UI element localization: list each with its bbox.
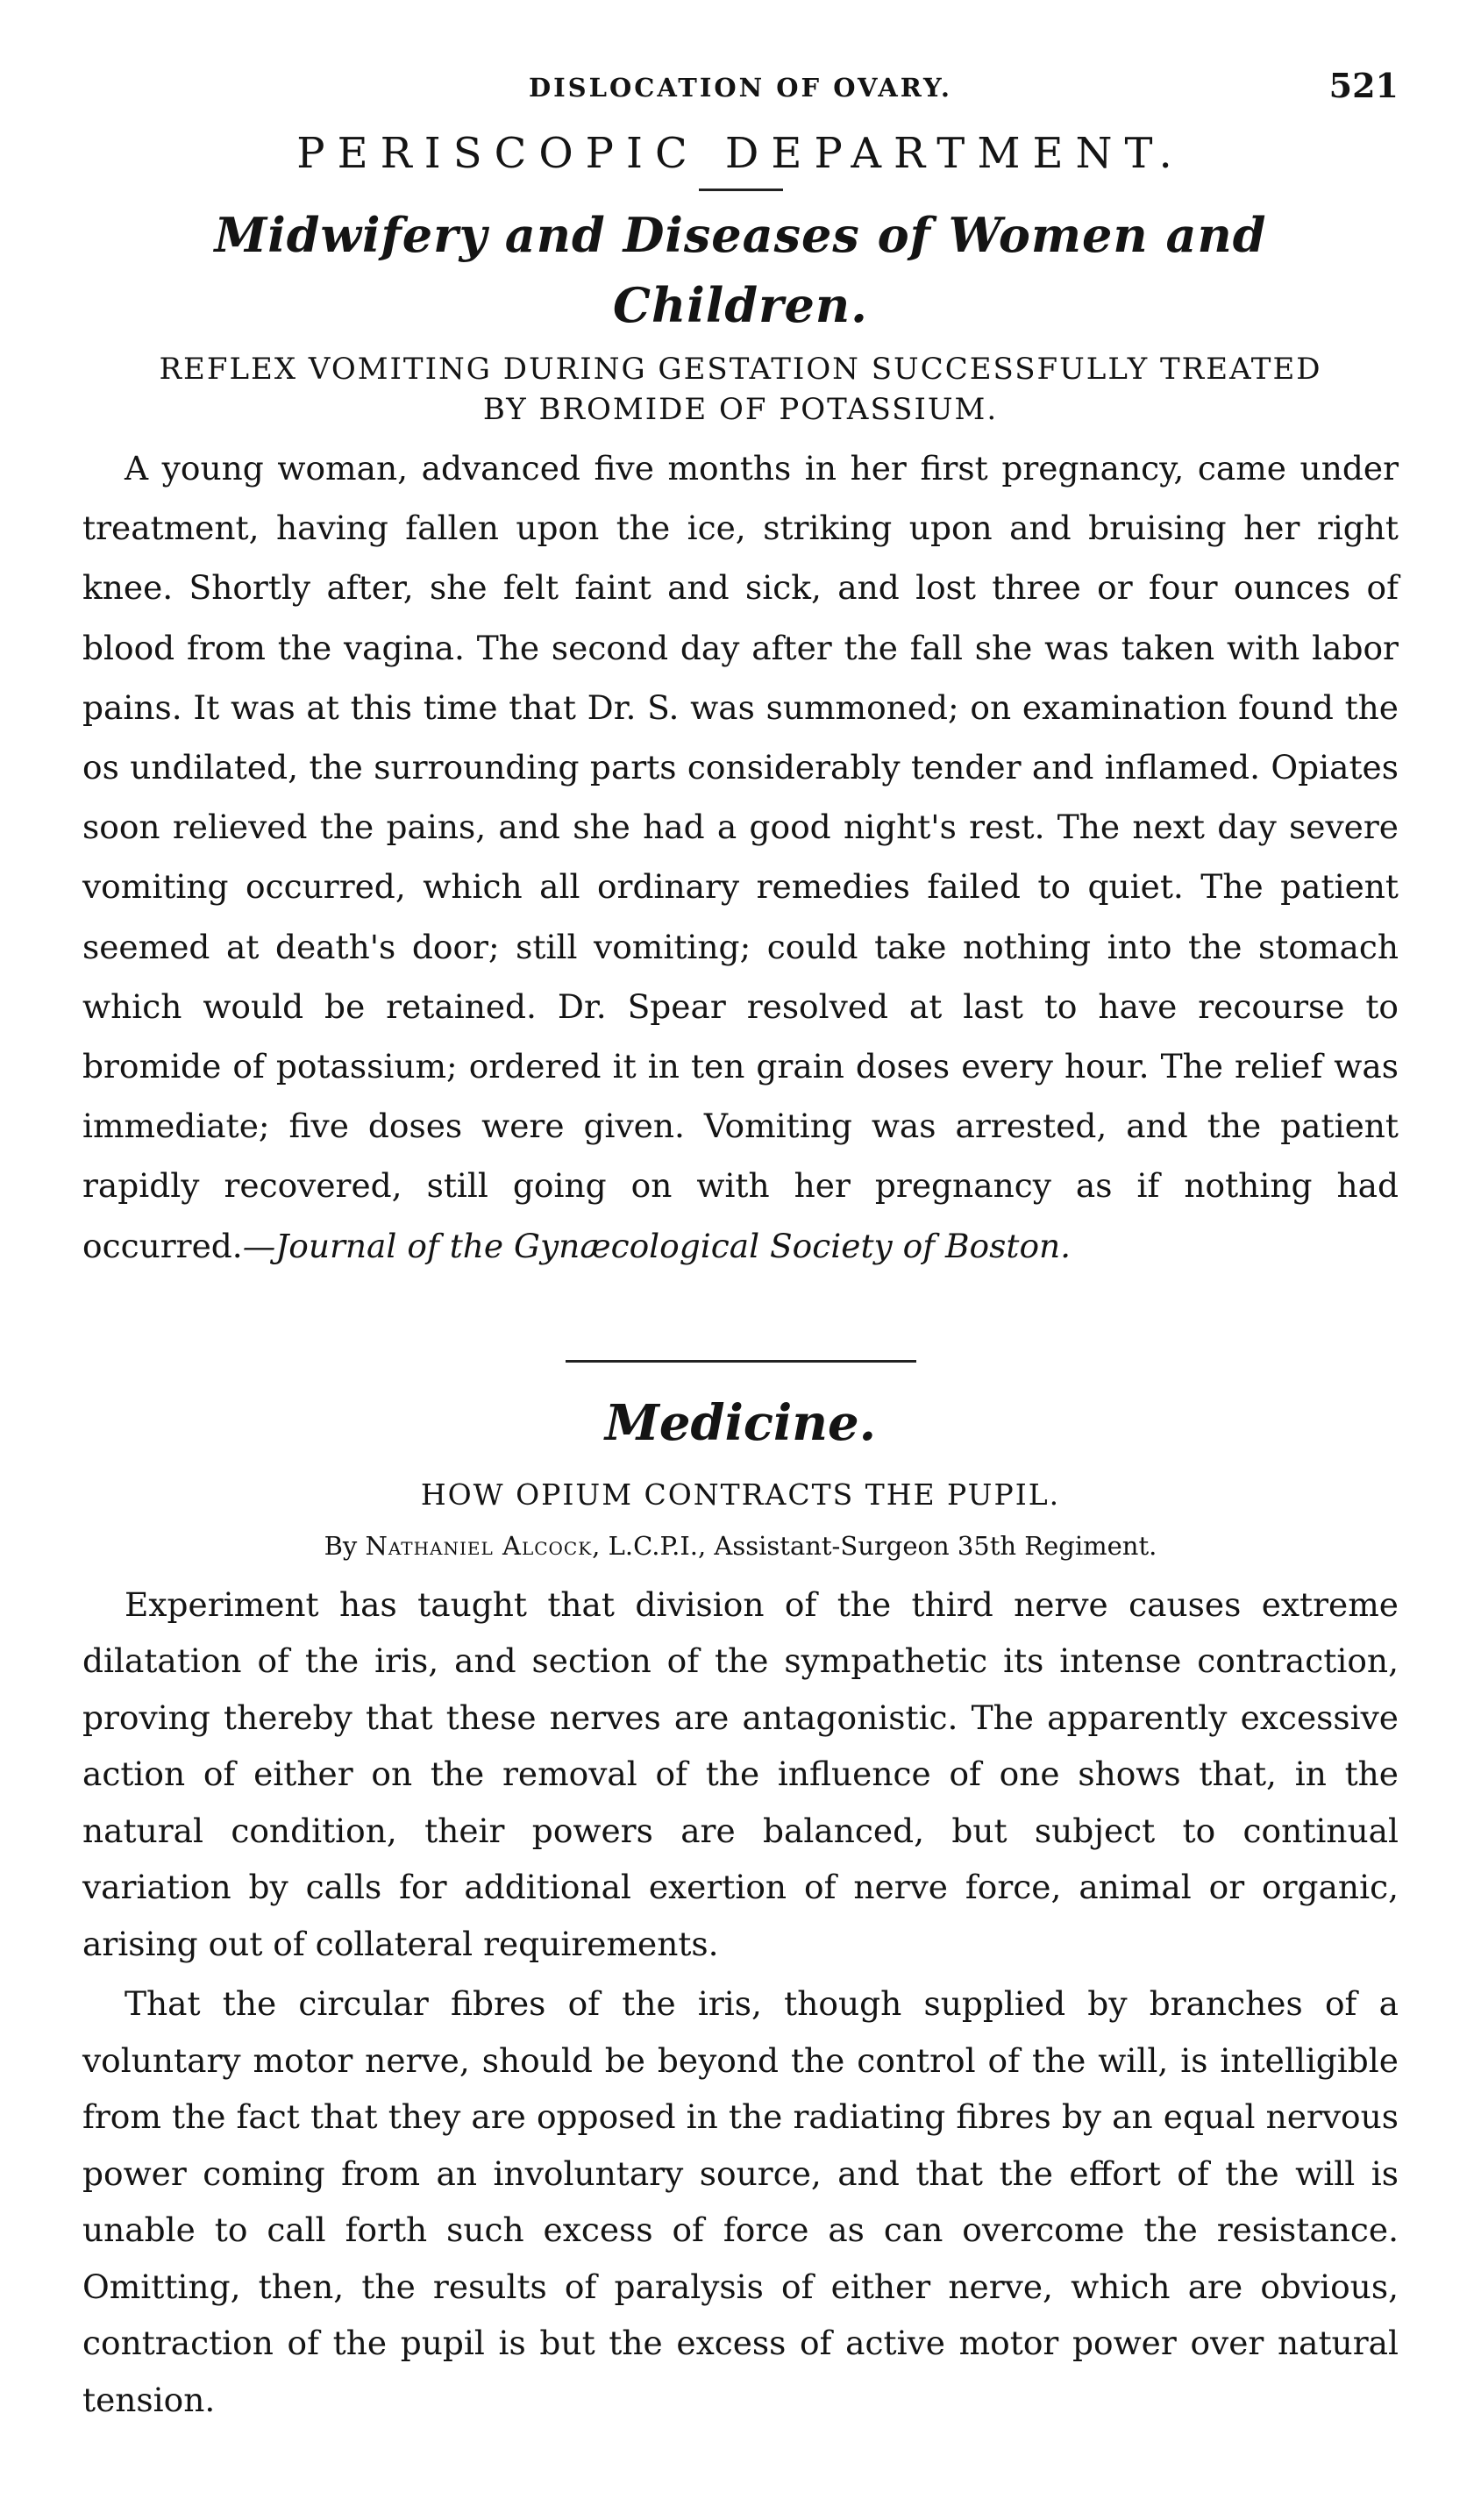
article-source: —Journal of the Gynæcological Society of Boston. [242,1226,1072,1265]
running-head [82,66,1399,118]
byline [82,1522,1399,1570]
running-title: DISLOCATION OF OVARY. [528,73,953,103]
article-title-line-2: BY BROMIDE OF POTASSIUM. [482,392,999,427]
article-title-opium: HOW OPIUM CONTRACTS THE PUPIL. [420,1477,1061,1512]
paragraph-1: Experiment has taught that division of the third nerve causes extreme dilatation of the iris, and section of the sympathetic its intense contraction, proving thereby that these nerves are antagonistic. The apparently excessive action of either on the removal of the influence of one shows that, in the natural condition, their powers are balanced, but subject to continual variation by calls for additional exertion of nerve force, animal or organic, arising out of collateral requirements. [82,1584,1399,1963]
paragraph-2: That the circular fibres of the iris, though supplied by branches of a voluntary motor nerve, should be beyond the control of the will, is intelligible from the fact that they are opposed in the radiating fibres by an equal nervous power coming from an involuntary source, and that the effort of the will is unable to call forth such excess of force as can overcome the resistance. Omitting, then, the results of paralysis of either nerve, which are obvious, contraction of the pupil is but the excess of active motor power over natural tension. [82,1984,1399,2419]
article-body [82,438,1399,1276]
department-title: PERISCOPIC DEPARTMENT. [296,129,1185,178]
section-heading-medicine: Medicine. [604,1393,877,1452]
article-body-text: A young woman, advanced five months in her first pregnancy, came under treatment, having fallen upon the ice, striking upon and bruising her right knee. Shortly after, she felt faint and sick, and lost three or four ounces of blood from the vagina. The second day after the fall she was taken with labor pains. It was at this time that Dr. S. was summoned; on examination found the os undilated, the surrounding parts considerably tender and inflamed. Opiates soon relieved the pains, and she had a good night's rest. The next day severe vomiting occurred, which all ordinary remedies failed to quiet. The patient seemed at death's door; still vomiting; could take nothing into the stomach which would be retained. Dr. Spear resolved at last to have recourse to bromide of potassium; ordered it in ten grain doses every hour. The relief was immediate; five doses were given. Vomiting was arrested, and the patient rapidly recovered, still going on with her pregnancy as if nothing had occurred. [82,449,1399,1265]
page-number: 521 [1328,66,1399,105]
byline-suffix: , L.C.P.I., Assistant-Surgeon 35th Regiment. [592,1530,1157,1561]
article-title-line-1: REFLEX VOMITING DURING GESTATION SUCCESSFULLY TREATED [159,352,1322,387]
article-title-reflex-vomiting [82,349,1399,430]
section-heading-midwifery: Midwifery and Diseases of Women and Children. [214,207,1267,333]
byline-author: Nathaniel Alcock [365,1530,593,1561]
section-divider [566,1360,916,1363]
byline-prefix: By [324,1530,366,1561]
title-rule [699,189,783,191]
